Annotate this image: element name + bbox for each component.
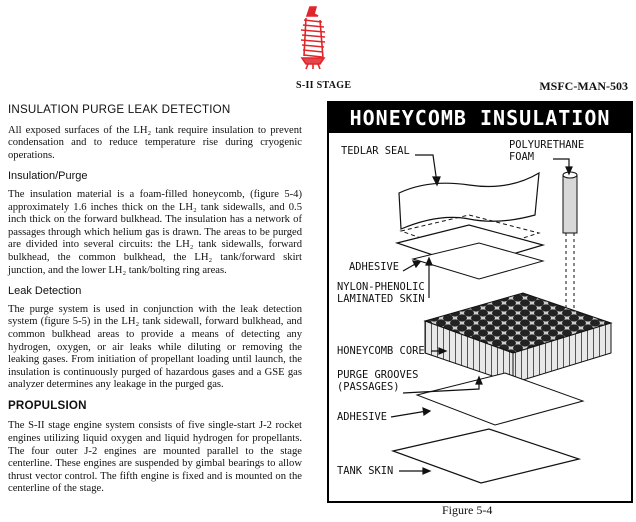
- figure-title: HONEYCOMB INSULATION: [329, 103, 631, 133]
- tedlar-seal-sheet: [399, 173, 539, 229]
- honeycomb-core-block: [425, 293, 611, 383]
- label-adhesive-top: ADHESIVE: [349, 261, 400, 273]
- label-tank-skin: TANK SKIN: [337, 465, 394, 477]
- honeycomb-illustration: [329, 133, 631, 501]
- label-tedlar-seal: TEDLAR SEAL: [341, 145, 410, 157]
- propulsion-paragraph: The S-II stage engine system consists of five single-start J-2 rocket engines utilizing liquid oxygen and liquid hydrogen for propellants. The four outer J-2 engines are mounted parallel to the stage centerline. These engines are suspended by gimbal bearings to allow thrust vector control. The fifth engine is fixed and is mounted on the centerline of the stage.: [8, 420, 302, 495]
- label-adhesive-bottom: ADHESIVE: [337, 411, 388, 423]
- honeycomb-figure: [327, 101, 633, 503]
- label-honeycomb-core: HONEYCOMB CORE: [337, 345, 425, 357]
- label-nylon-phenolic-line2: LAMINATED SKIN: [337, 293, 425, 305]
- label-nylon-phenolic-line1: NYLON-PHENOLIC: [337, 281, 425, 293]
- section-title-purge: Insulation/Purge: [8, 170, 88, 183]
- adhesive-bottom-sheet: [417, 373, 583, 425]
- leader-adhesive-bottom: [391, 411, 427, 417]
- tank-skin-sheet: [393, 429, 579, 483]
- leak-detection-paragraph: The purge system is used in conjunction with the leak detection system (figure 5-5) in the LH₂ tank sidewall, forward bulkhead, and common bulkhead areas to provide a means of detecting any hydrogen, oxygen, or air leaks while diluting or removing the leaking gases. From initiation of propellant loading until launch, the insulation is continuously purged of hazardous gases and a GSE gas analyzer determines any leakage in the purged gas.: [8, 303, 302, 391]
- text-column: [8, 104, 302, 504]
- purge-paragraph: The insulation material is a foam-filled honeycomb, (figure 5-4) approximately 1.6 inches thick on the LH₂ tank sidewalls, and 0.5 inch thick on the forward bulkhead. The insulation has a network of passages through which helium gas is drawn. The areas to be purged are divided into several circuits: the LH₂ tank sidewalls, forward bulkhead, the common bulkhead, the LH₂ tank/forward skirt junction, and the lower LH₂ tank/bolting ring areas.: [8, 188, 302, 276]
- section-title-insulation: INSULATION PURGE LEAK DETECTION: [8, 103, 231, 116]
- label-purge-grooves-line1: PURGE GROOVES: [337, 369, 419, 381]
- stage-rocket-icon: [290, 4, 336, 70]
- section-title-propulsion: PROPULSION: [8, 398, 87, 412]
- manual-id: MSFC-MAN-503: [539, 79, 628, 93]
- section-title-leak-detection: Leak Detection: [8, 285, 82, 298]
- label-polyurethane-foam-line2: FOAM: [509, 151, 535, 163]
- figure-caption: Figure 5-4: [442, 503, 493, 517]
- label-polyurethane-foam-line1: POLYURETHANE: [509, 139, 585, 151]
- label-purge-grooves-line2: (PASSAGES): [337, 381, 400, 393]
- stage-label: S-II STAGE: [296, 80, 352, 91]
- insulation-paragraph: All exposed surfaces of the LH₂ tank require insulation to prevent condensation and to reduce temperature rise during cryogenic operations.: [8, 124, 302, 161]
